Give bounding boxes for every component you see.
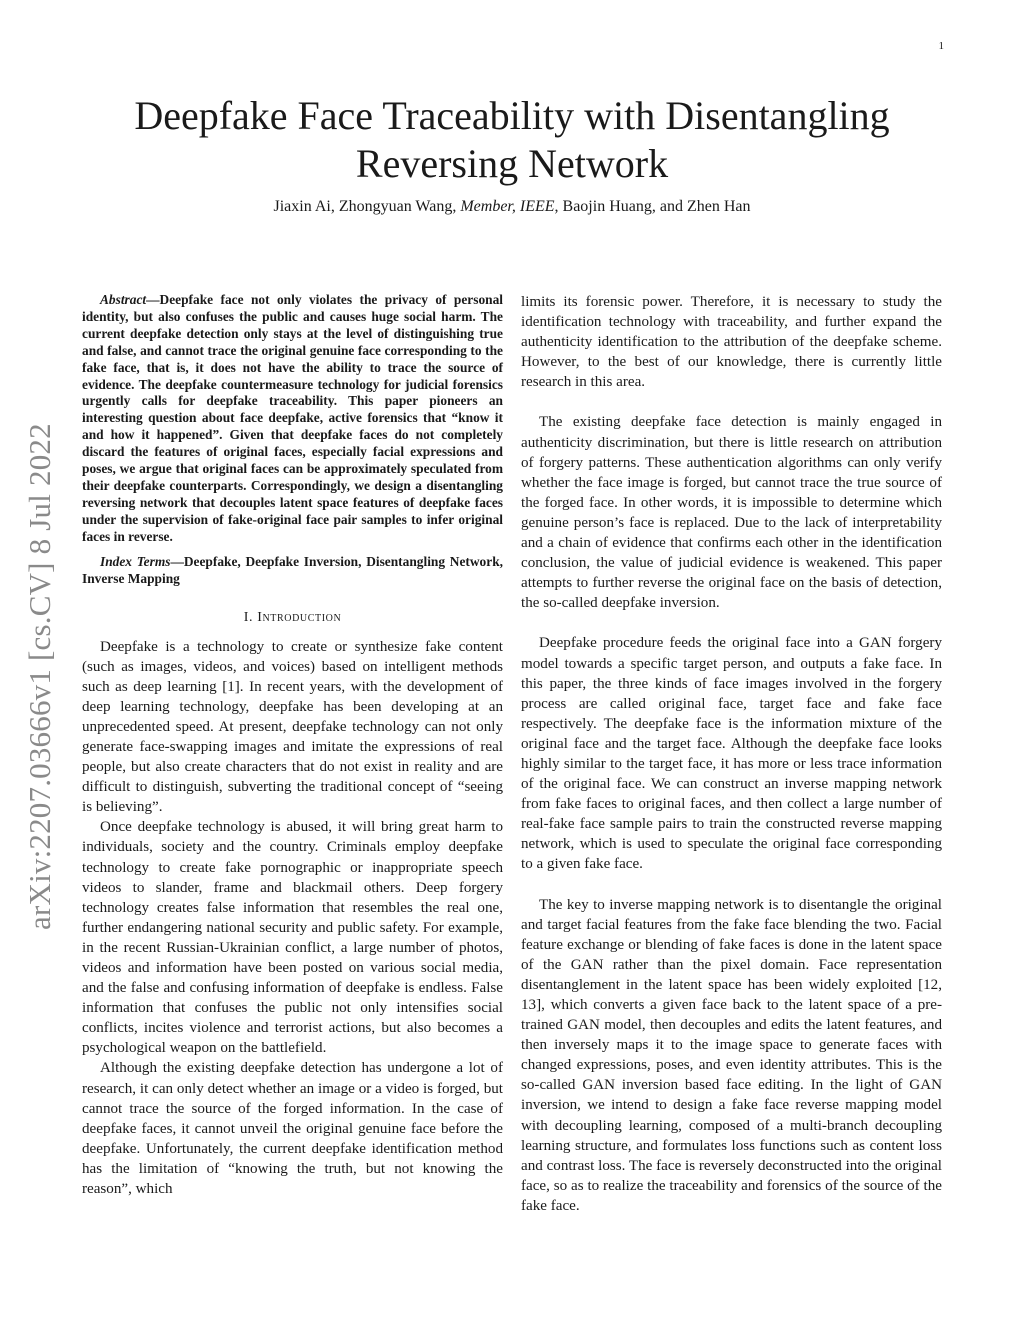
abstract xyxy=(82,292,503,546)
paragraph: Although the existing deepfake detection has undergone a lot of research, it can only detect whether an image or a video is forged, but cannot trace the source of the forged information. In the case of deepfake faces, it cannot unveil the original genuine face before the deepfake. Unfortunately, the current deepfake identification method has the limitation of “knowing the truth, but not knowing the reason”, which xyxy=(82,1060,503,1198)
paragraph: Once deepfake technology is abused, it will bring great harm to individuals, society and the country. Criminals employ deepfake technology to create fake pornographic or inappropriate speech videos to slander, frame and blackmail others. Deep forgery technology creates false information that resembles the real one, further endangering national security and public safety. For example, in the recent Russian-Ukrainian conflict, a large number of photos, videos and information have been posted on various social media, and the false and confusing information of deepfake is endless. False information that confuses the public not only intensifies social conflicts, incites violence and terrorist actions, but also becomes a psychological weapon on the battlefield. xyxy=(82,819,503,1057)
paragraph: The key to inverse mapping network is to disentangle the original and target facial features from the fake face blending the two. Facial feature exchange or blending of fake faces is done in the latent space of the GAN rather than the pixel domain. Face representation disentanglement in the latent space has been widely exploited [12, 13], which converts a given face back to the latent space of a pre-trained GAN model, then decouples and edits the latent features, and then inversely maps it to the image space to generate faces with changed expressions, poses, and even identity attributes. This is the so-called GAN inversion based face editing. In the light of GAN inversion, we intend to design a fake face reverse mapping model with decoupling learning, composed of a multi-branch decoupling learning structure, and formulates loss functions such as content loss and contrast loss. The face is reversely deconstructed into the original face, so as to realize the traceability and forensics of the source of the fake face. xyxy=(521,896,942,1214)
page-number: 1 xyxy=(938,40,944,52)
author-list xyxy=(90,198,934,216)
paragraph: limits its forensic power. Therefore, it is necessary to study the identification technology with traceability, and further expand the authenticity identification to the attribution of the deepfake scheme. However, to the best of our knowledge, there is currently little research in this area. xyxy=(521,294,942,391)
left-column xyxy=(82,292,503,1199)
paragraph: Deepfake procedure feeds the original face into a GAN forgery model towards a specific target person, and outputs a fake face. In this paper, the three kinds of face images involved in the forgery process are called original face, target face and fake face respectively. The deepfake face is the information mixture of the original face and the target face. Although the deepfake face looks highly similar to the target face, it has more or less trace information of the original face. We can construct an inverse mapping network from fake faces to original faces, and then collect a large number of real-fake face sample pairs to train the constructed reverse mapping network, which is used to speculate the original face corresponding to a given fake face. xyxy=(521,635,942,873)
section-number: I. xyxy=(243,610,258,626)
section-heading xyxy=(82,608,503,628)
paragraph: Deepfake is a technology to create or synthesize fake content (such as images, videos, and voices) based on intelligent methods such as deep learning [1]. In recent years, with the development of deep learning technology, deepfake has been developing at an unprecedented speed. At present, deepfake technology can not only generate face-swapping images and imitate the expressions of real people, but also create characters that do not exist in reality and are difficult to distinguish, subverting the traditional concept of “seeing is believing”. xyxy=(82,638,503,816)
abstract-lead: Abstract xyxy=(100,292,147,307)
right-column xyxy=(521,292,942,1216)
abstract-text: —Deepfake face not only violates the privacy of personal identity, but also confuses the public and causes huge social harm. The current deepfake detection only stays at the level of distinguishing true and false, and cannot trace the original genuine face corresponding to the fake face, that is, it does not have the ability to trace the source of evidence. The deepfake countermeasure technology for judicial forensics urgently calls for deepfake traceability. This paper pioneers an interesting question about face deepfake, active forensics that “know it and how it happened”. Given that deepfake faces do not completely discard the features of original faces, especially facial expressions and poses, we argue that original faces can be approximately speculated from their deepfake counterparts. Correspondingly, we design a disentangling reversing network that decouples latent space features of deepfake faces under the supervision of fake-original face pair samples to infer original faces in reverse. xyxy=(82,292,503,544)
author-membership: Member, IEEE xyxy=(460,198,555,215)
authors-names-rest: , Baojin Huang, and Zhen Han xyxy=(554,198,751,215)
paragraph: The existing deepfake face detection is mainly engaged in authenticity discrimination, but there is little research on attribution of forgery patterns. These authentication algorithms can only verify whether the face image is forged, but cannot trace the true source of the forged face. In other words, it is impossible to determine which genuine person’s face is replaced. Due to the lack of interpretability and a chain of evidence that confirms each other in the identification conclusion, the value of judicial evidence is weakened. This paper attempts to further reverse the original face on the basis of detection, the so-called deepfake inversion. xyxy=(521,414,942,612)
index-terms xyxy=(82,554,503,588)
section-title: Introduction xyxy=(257,610,342,626)
paper-title: Deepfake Face Traceability with Disentangling Reversing Network xyxy=(134,93,890,186)
index-terms-text: —Deepfake, Deepfake Inversion, Disentangling Network, Inverse Mapping xyxy=(82,553,503,586)
arxiv-identifier: arXiv:2207.03666v1 [cs.CV] 8 Jul 2022 xyxy=(22,423,57,930)
index-terms-lead: Index Terms xyxy=(100,553,171,569)
authors-names: Jiaxin Ai, Zhongyuan Wang, xyxy=(273,198,461,215)
